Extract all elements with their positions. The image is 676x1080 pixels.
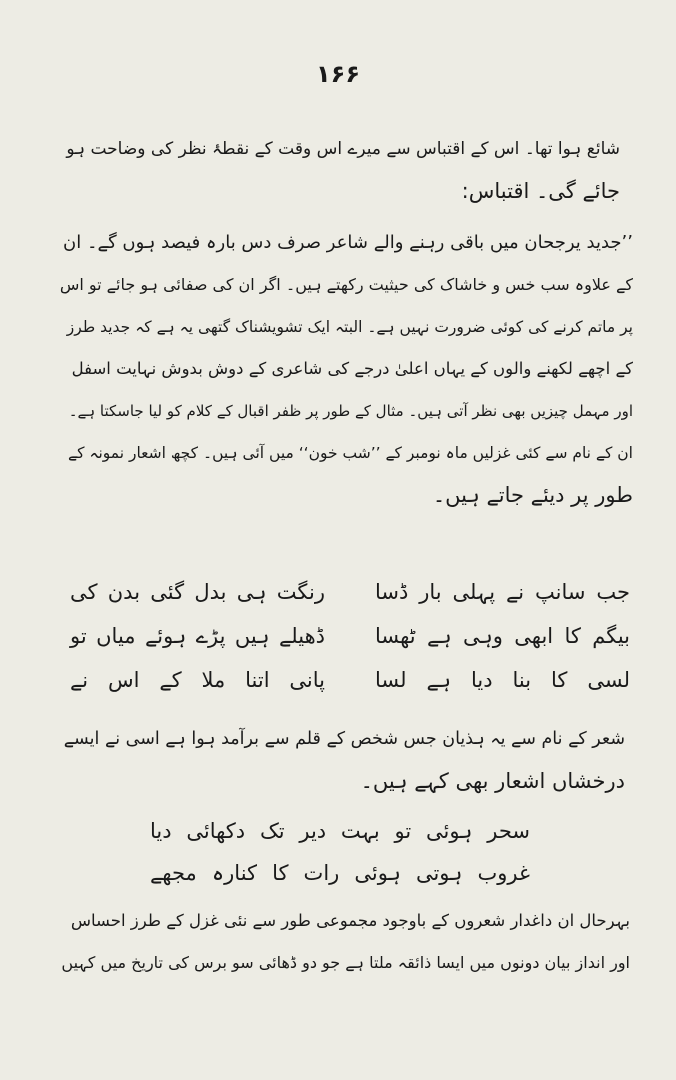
page-number: ۱۶۶ [316,60,360,88]
text-line: شائع ہوا تھا۔ اس کے اقتباس سے میرے اس وقت کے نقطۂ نظر کی وضاحت ہو [66,139,620,159]
text-line: بہرحال ان داغدار شعروں کے باوجود مجموعی طور سے نئی غزل کے طرز احساس [70,911,630,930]
couplet-row [70,570,630,614]
paragraph-commentary [60,718,625,802]
text-line: طور پر دیئے جاتے ہیں۔ [432,483,633,507]
text-line: ان کے نام سے کئی غزلیں ماہ نومبر کے ’’شب خون‘‘ میں آئی ہیں۔ کچھ اشعار نمونہ کے [67,444,633,462]
text-line: ’’جدید یرجحان میں باقی رہنے والے شاعر صرف دس بارہ فیصد ہوں گے۔ ان [63,232,633,253]
verse-line: بیگم کا ابھی وہی ہے ٹھسا [375,624,630,648]
text-line: کے علاوہ سب خس و خاشاک کی حیثیت رکھتے ہیں۔ اگر ان کی صفائی ہو جائے تو اس [59,275,633,294]
paragraph-quotation [58,222,633,516]
couplet-row [70,658,630,702]
verse-line: ڈھیلے ہیں پڑے ہوئے میاں تو [70,624,325,648]
text-line: پر ماتم کرنے کی کوئی ضرورت نہیں ہے۔ البتہ ایک تشویشناک گتھی یہ ہے کہ جدید طرز [66,318,633,336]
verse-line: جب سانپ نے پہلی بار ڈسا [375,580,630,604]
verse-line: سحر ہوئی تو بہت دیر تک دکھائی دیا [150,819,530,843]
verse-couplets [70,570,630,702]
verse-sher [150,810,530,894]
verse-line: لسی کا بنا دیا ہے لسا [375,668,630,692]
text-line: کے اچھے لکھنے والوں کے یہاں اعلیٰ درجے کی شاعری کے دوش بدوش نہایت اسفل [71,359,633,378]
verse-line: رنگت ہی بدل گئی بدن کی [70,580,325,604]
text-line: جائے گی۔ اقتباس: [461,179,620,203]
verse-line: غروب ہوتی ہوئی رات کا کنارہ مجھے [150,861,530,885]
verse-line: پانی اتنا ملا کے اس نے [70,668,325,692]
text-line: اور مہمل چیزیں بھی نظر آتی ہیں۔ مثال کے طور پر ظفر اقبال کے کلام کو لیا جاسکتا ہے۔ [68,402,633,420]
couplet-row [70,614,630,658]
text-line: درخشاں اشعار بھی کہے ہیں۔ [360,769,625,793]
paragraph-intro [60,128,620,212]
paragraph-conclusion [60,900,630,984]
text-line: شعر کے نام سے یہ ہذیان جس شخص کے قلم سے برآمد ہوا ہے اسی نے ایسے [63,729,625,749]
text-line: اور انداز بیان دونوں میں ایسا ذائقہ ملتا ہے جو دو ڈھائی سو برس کی تاریخ میں کہیں [61,953,630,972]
